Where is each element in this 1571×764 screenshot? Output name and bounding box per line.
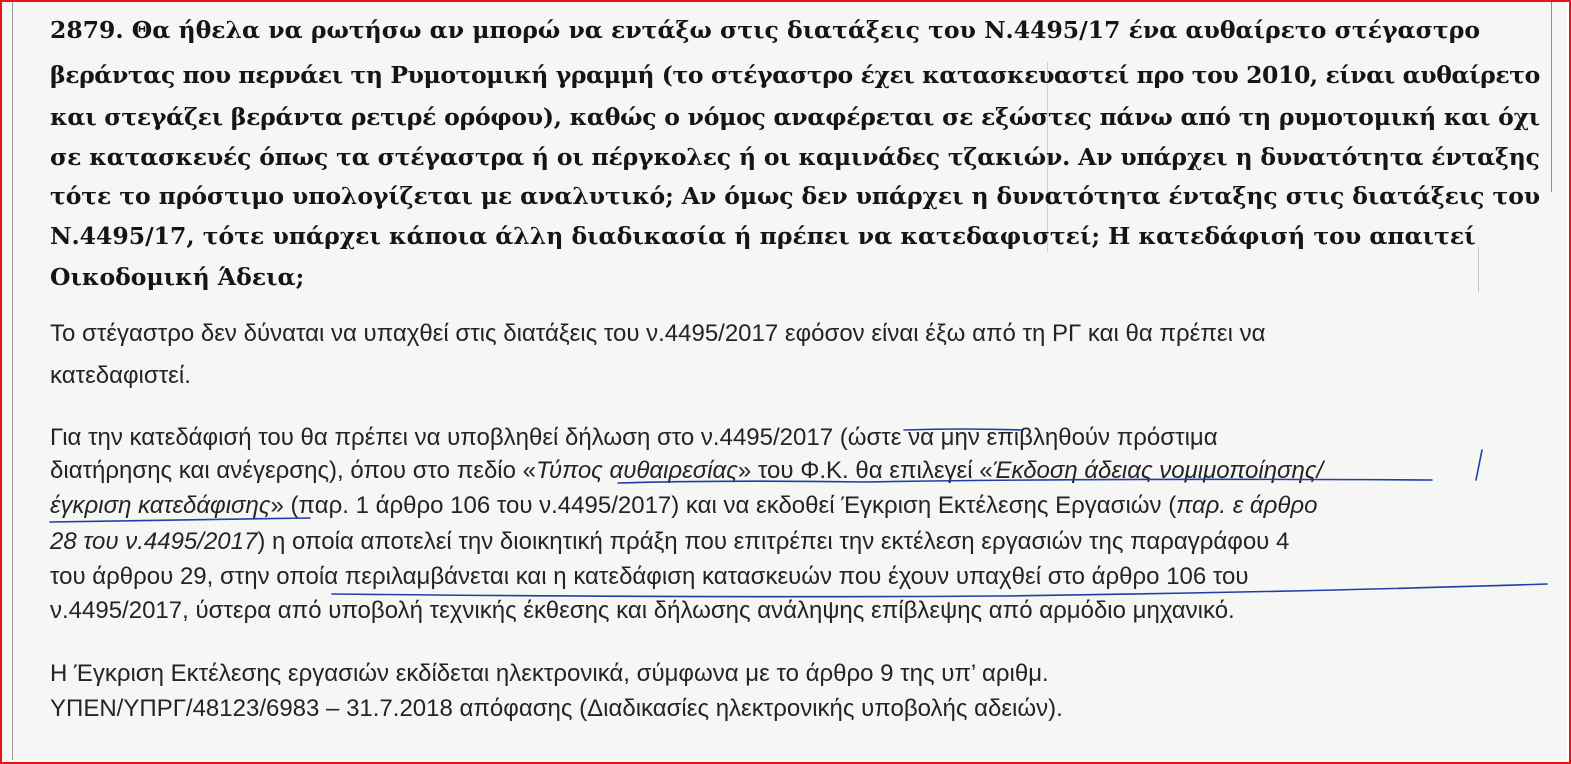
question-line-6: Ν.4495/17, τότε υπάρχει κάποια άλλη διαδικασία ή πρέπει να κατεδαφιστεί; Η κατεδάφισή του απαιτεί xyxy=(50,222,1476,250)
answer-1-line-1: Το στέγαστρο δεν δύναται να υπαχθεί στις διατάξεις του ν.4495/2017 εφόσον είναι έξω από τη ΡΓ και θα πρέπει να xyxy=(50,320,1266,347)
scan-edge-left xyxy=(12,2,13,760)
answer-2-line-2 xyxy=(50,457,1323,485)
question-line-5: τότε το πρόστιμο υπολογίζεται με αναλυτικό; Αν όμως δεν υπάρχει η δυνατότητα ένταξης στις διατάξεις του xyxy=(50,182,1541,210)
answer-2-line-1: Για την κατεδάφισή του θα πρέπει να υποβληθεί δήλωση στο ν.4495/2017 (ώστε να μην επιβληθούν πρόστιμα xyxy=(50,424,1218,451)
ref-law-4495: 28 του ν.4495/2017 xyxy=(50,528,258,555)
question-line-1: 2879. Θα ήθελα να ρωτήσω αν μπορώ να εντάξω στις διατάξεις του Ν.4495/17 ένα αυθαίρετο στέγαστρο xyxy=(50,16,1481,44)
scan-edge-right xyxy=(1551,2,1552,192)
answer-2-line-4-a: ) η οποία αποτελεί την διοικητική πράξη που επιτρέπει την εκτέλεση εργασιών της παραγράφου 4 xyxy=(257,528,1290,555)
scan-mark xyxy=(1478,247,1479,292)
question-line-2: βεράντας που περνάει τη Ρυμοτομική γραμμή (το στέγαστρο έχει κατασκευαστεί προ του 2010, είναι αυθαίρετο xyxy=(50,61,1540,89)
answer-3-line-1: Η Έγκριση Εκτέλεσης εργασιών εκδίδεται ηλεκτρονικά, σύμφωνα με το άρθρο 9 της υπ’ αριθμ. xyxy=(50,660,1049,687)
question-line-3: και στεγάζει βεράντα ρετιρέ ορόφου), καθώς ο νόμος αναφέρεται σε εξώστες πάνω από τη ρυμοτομική και όχι xyxy=(50,103,1540,131)
answer-3-line-2: ΥΠΕΝ/ΥΠΡΓ/48123/6983 – 31.7.2018 απόφασης (Διαδικασίες ηλεκτρονικής υποβολής αδειών). xyxy=(50,695,1063,722)
answer-2-line-3 xyxy=(50,492,1317,520)
ref-article-28: παρ. ε άρθρο xyxy=(1176,492,1318,519)
answer-2-line-5: του άρθρου 29, στην οποία περιλαμβάνεται και η κατεδάφιση κατασκευών που έχουν υπαχθεί στο άρθρο 106 του xyxy=(50,563,1249,590)
question-line-4: σε κατασκευές όπως τα στέγαστρα ή οι πέργκολες ή οι καμινάδες τζακιών. Αν υπάρχει η δυνατότητα ένταξης xyxy=(50,143,1540,171)
answer-2-line-3-a: » (παρ. 1 άρθρο 106 του ν.4495/2017) και να εκδοθεί Έγκριση Εκτέλεσης Εργασιών ( xyxy=(270,492,1177,519)
answer-2-line-6: ν.4495/2017, ύστερα από υποβολή τεχνικής έκθεσης και δήλωσης ανάληψης επίβλεψης από αρμόδιο μηχανικό. xyxy=(50,597,1235,624)
answer-1-line-2: κατεδαφιστεί. xyxy=(50,362,191,389)
scanned-page xyxy=(2,2,1567,760)
answer-2-line-2-a: διατήρησης και ανέγερσης), όπου στο πεδίο « xyxy=(50,457,536,484)
field-name-type: Τύπος αυθαιρεσίας xyxy=(536,457,738,484)
option-demolition: έγκριση κατεδάφισης xyxy=(50,492,271,519)
option-legalization: Έκδοση άδειας νομιμοποίησης/ xyxy=(992,457,1324,484)
answer-2-line-4 xyxy=(50,528,1289,556)
answer-2-line-2-b: » του Φ.Κ. θα επιλεγεί « xyxy=(737,457,993,484)
pen-slash xyxy=(1476,450,1482,480)
question-line-7: Οικοδομική Άδεια; xyxy=(50,263,305,291)
